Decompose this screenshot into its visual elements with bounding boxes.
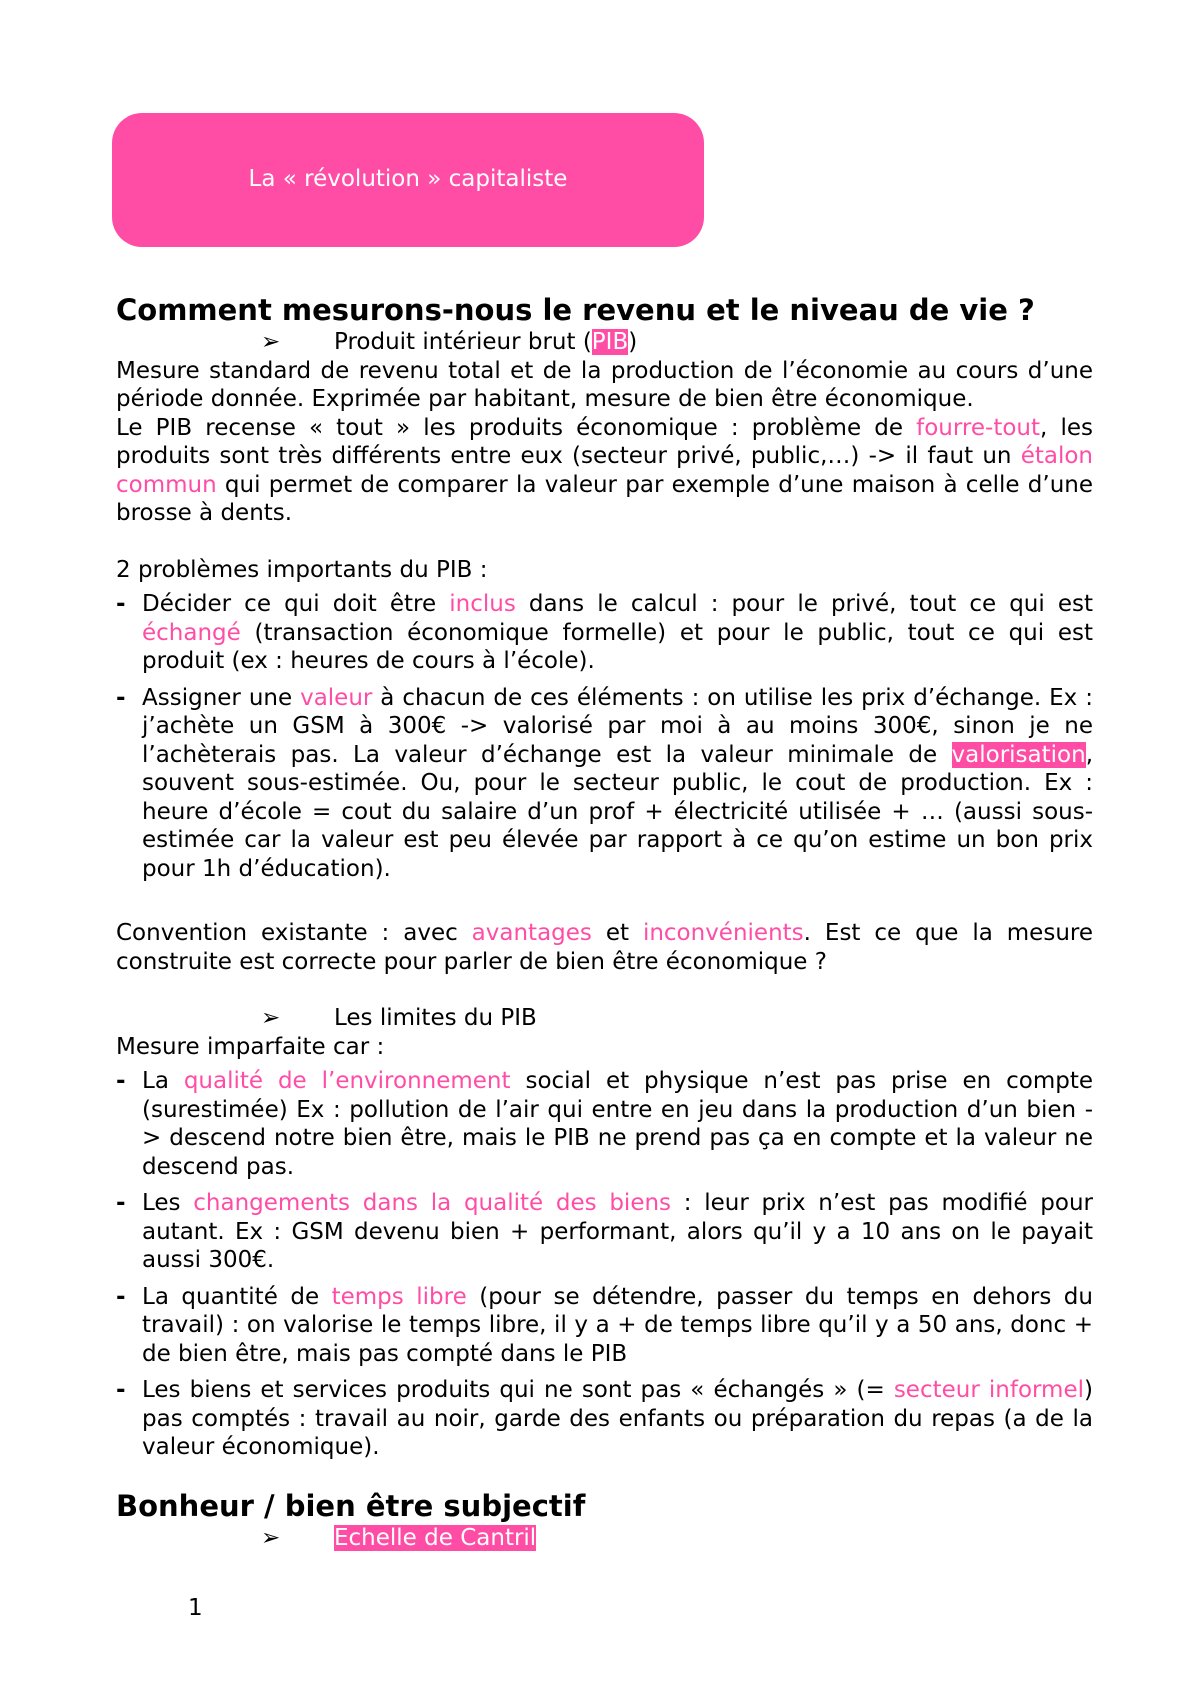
page-number: 1 <box>188 1595 203 1621</box>
highlight-valorisation: valorisation <box>951 741 1086 768</box>
keyword-temps-libre: temps libre <box>331 1283 467 1310</box>
section-heading-revenu: Comment mesurons-nous le revenu et le niveau de vie ? <box>116 293 1035 327</box>
subheading-cantril <box>261 1524 1093 1553</box>
keyword-secteur-informel: secteur informel <box>893 1377 1085 1403</box>
list-item-limit-4: - Les biens et services produits qui ne sont pas « échangés » (= secteur informel) pas comptés : travail au noir, garde des enfants ou préparation du repas (a de la valeur économique). <box>116 1376 1093 1462</box>
paragraph-recense: Le PIB recense « tout » les produits économique : problème de fourre-tout, les produits sont très différents entre eux (secteur privé, public,…) -> il faut un étalon commun qui permet de comparer la valeur par exemple d’une maison à celle d’une brosse à dents. <box>116 414 1093 526</box>
list-item-limit-3: - La quantité de temps libre (pour se détendre, passer du temps en dehors du travail) : on valorise le temps libre, il y a + de temps libre qu’il y a 50 ans, donc + de bien être, mais pas compté dans le PIB <box>116 1283 1093 1369</box>
keyword-echange: échangé <box>142 619 241 646</box>
limits-intro: Mesure imparfaite car : <box>116 1033 385 1060</box>
keyword-inclus: inclus <box>449 591 516 617</box>
keyword-fourre-tout: fourre-tout <box>916 414 1041 441</box>
banner-title: La « révolution » capitaliste <box>248 166 568 192</box>
subheading-limites: ➢ Les limites du PIB <box>261 1005 537 1031</box>
arrow-bullet-icon: ➢ <box>261 1005 281 1031</box>
paragraph-definition: Mesure standard de revenu total et de la production de l’économie au cours d’une période donnée. Exprimée par habitant, mesure de bien être économique. <box>116 357 1093 412</box>
keyword-qualite-environnement: qualité de l’environnement <box>183 1068 511 1094</box>
keyword-etalon-commun: étalon commun <box>116 443 1093 498</box>
paragraph-convention: Convention existante : avec avantages et inconvénients. Est ce que la mesure construite est correcte pour parler de bien être économique ? <box>116 920 1093 975</box>
document-body <box>116 292 1093 1552</box>
keyword-inconvenients: inconvénients <box>642 920 804 946</box>
keyword-avantages: avantages <box>471 920 592 946</box>
arrow-bullet-icon: ➢ <box>261 329 281 355</box>
title-banner <box>112 113 704 247</box>
list-item-problem-2: - Assigner une valeur à chacun de ces éléments : on utilise les prix d’échange. Ex : j’achète un GSM à 300€ -> valorisé par moi à au moins 300€, sinon je ne l’achèterais pas. La valeur d’échange est la valeur minimale de valorisation, souvent sous-estimée. Ou, pour le secteur public, le cout de production. Ex : heure d’école = cout du salaire d’un prof + électricité utilisée + … (aussi sous-estimée car la valeur est peu élevée par rapport à ce qu’on estime un bon prix pour 1h d’éducation). <box>116 684 1093 884</box>
subheading-pib: ➢ Produit intérieur brut (PIB) <box>261 329 638 355</box>
keyword-changements-qualite: changements dans la qualité des biens <box>193 1190 672 1216</box>
problems-intro: 2 problèmes importants du PIB : <box>116 556 488 583</box>
arrow-bullet-icon: ➢ <box>261 1524 281 1551</box>
highlight-pib: PIB <box>591 329 629 355</box>
limits-list <box>116 1067 1093 1462</box>
list-item-limit-1: - La qualité de l’environnement social et physique n’est pas prise en compte (surestimée) Ex : pollution de l’air qui entre en jeu dans la production d’un bien -> descend notre bien être, mais le PIB ne prend pas ça en compte et la valeur ne descend pas. <box>116 1067 1093 1181</box>
problems-list <box>116 590 1093 883</box>
section-heading-bonheur: Bonheur / bien être subjectif <box>116 1488 586 1523</box>
list-item-limit-2: - Les changements dans la qualité des biens : leur prix n’est pas modifié pour autant. Ex : GSM devenu bien + performant, alors qu’il y a 10 ans on le payait aussi 300€. <box>116 1189 1093 1275</box>
keyword-valeur: valeur <box>300 684 373 711</box>
highlight-echelle-cantril: Echelle de Cantril <box>334 1524 537 1551</box>
list-item-problem-1: - Décider ce qui doit être inclus dans le calcul : pour le privé, tout ce qui est échangé (transaction économique formelle) et pour le public, tout ce qui est produit (ex : heures de cours à l’école). <box>116 590 1093 676</box>
